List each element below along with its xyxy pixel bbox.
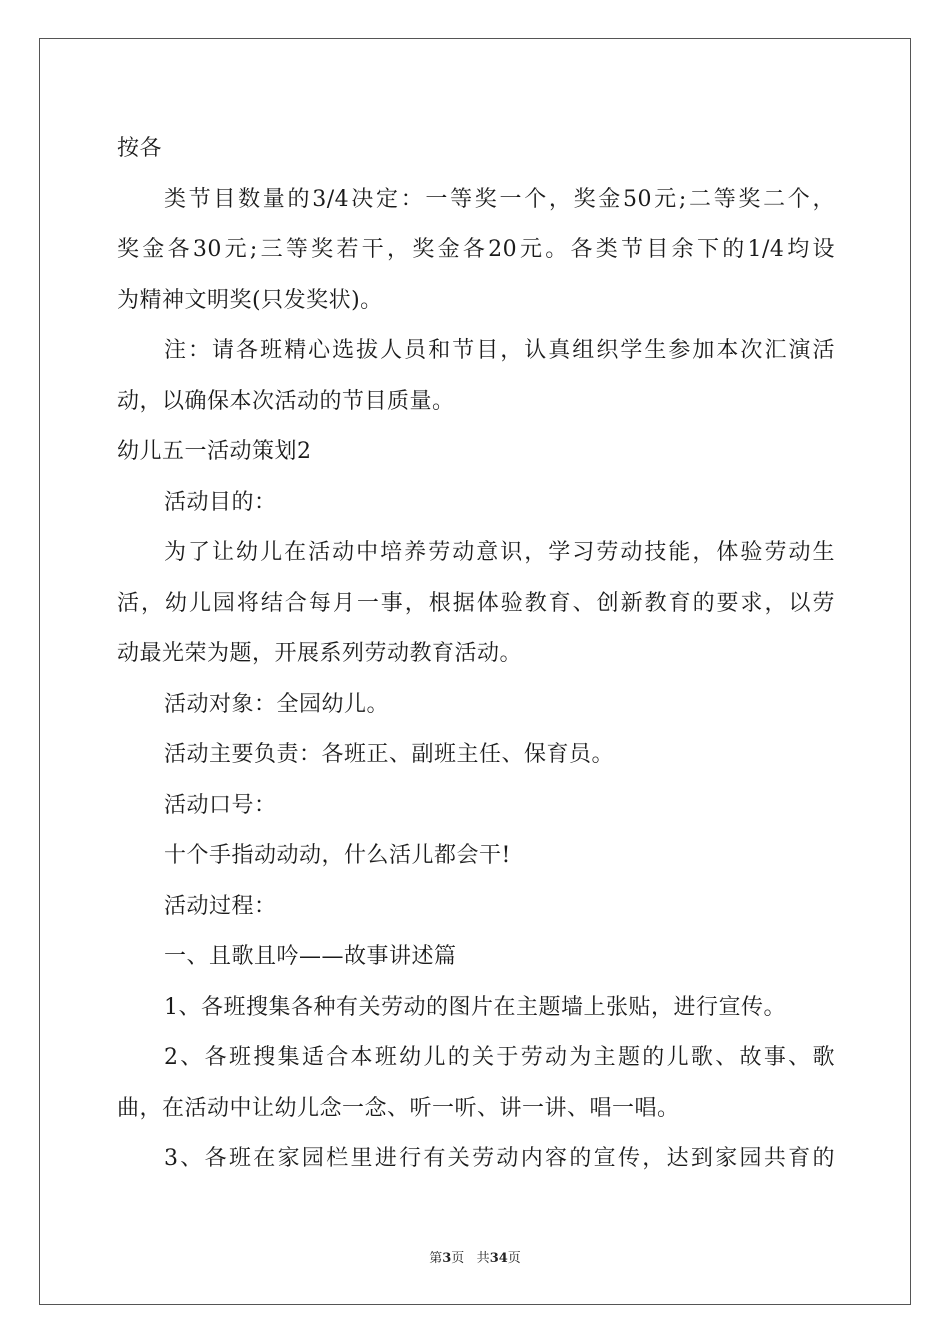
total-pages: 34	[489, 1251, 508, 1266]
text-line: 活，幼儿园将结合每月一事，根据体验教育、创新教育的要求，以劳	[117, 590, 835, 616]
text-line: 1、各班搜集各种有关劳动的图片在主题墙上张贴，进行宣传。	[164, 994, 786, 1020]
page-prefix: 第	[429, 1251, 443, 1266]
text-line: 为精神文明奖(只发奖状)。	[117, 287, 383, 313]
text-line: 一、且歌且吟——故事讲述篇	[164, 944, 457, 969]
page-number: 3	[442, 1251, 452, 1266]
text-line: 动，以确保本次活动的节目质量。	[117, 388, 455, 414]
text-line: 类节目数量的3/4决定：一等奖一个，奖金50元;二等奖二个，	[164, 186, 835, 212]
document-body	[117, 124, 835, 1185]
text-line: 3、各班在家园栏里进行有关劳动内容的宣传，达到家园共育的	[164, 1146, 835, 1171]
text-line: 活动口号：	[164, 792, 277, 818]
section-heading: 幼儿五一活动策划2	[117, 439, 312, 464]
total-prefix: 共	[476, 1251, 490, 1266]
text-line: 为了让幼儿在活动中培养劳动意识，学习劳动技能，体验劳动生	[164, 540, 835, 565]
text-line: 动最光荣为题，开展系列劳动教育活动。	[117, 641, 523, 666]
text-line: 活动对象：全园幼儿。	[164, 691, 390, 717]
text-line: 活动过程：	[164, 893, 277, 919]
page-suffix: 页	[451, 1251, 465, 1266]
page-footer	[0, 1247, 950, 1266]
total-suffix: 页	[507, 1251, 521, 1266]
text-line: 曲，在活动中让幼儿念一念、听一听、讲一讲、唱一唱。	[117, 1095, 680, 1121]
text-line: 按各	[117, 136, 163, 161]
text-line: 奖金各30元;三等奖若干，奖金各20元。各类节目余下的1/4均设	[117, 237, 835, 262]
text-line: 十个手指动动动，什么活儿都会干!	[164, 843, 511, 868]
text-line: 注：请各班精心选拔人员和节目，认真组织学生参加本次汇演活	[164, 338, 835, 363]
text-line: 活动主要负责：各班正、副班主任、保育员。	[164, 742, 615, 767]
text-line: 活动目的：	[164, 489, 277, 515]
text-line: 2、各班搜集适合本班幼儿的关于劳动为主题的儿歌、故事、歌	[164, 1045, 835, 1070]
